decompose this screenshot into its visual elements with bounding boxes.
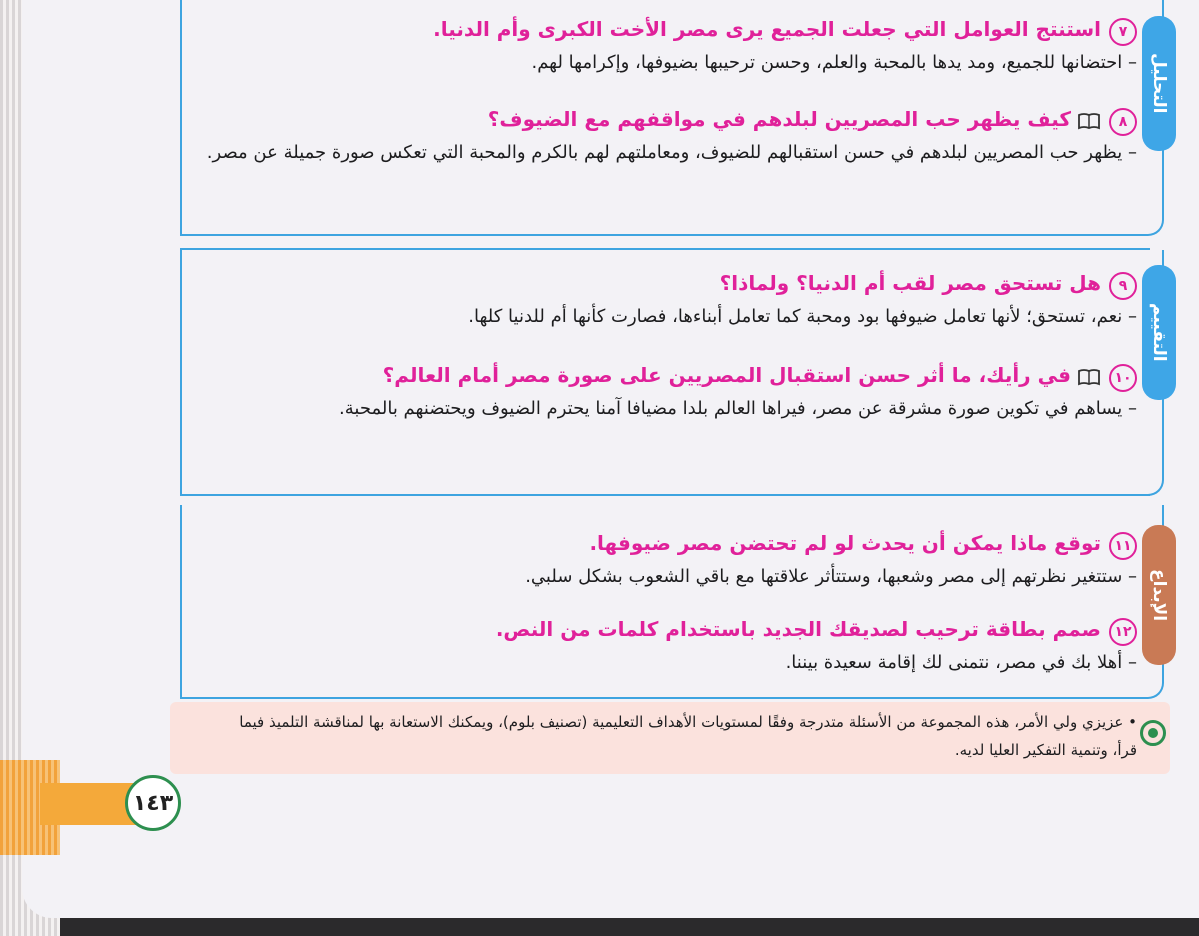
question-number: ٩ <box>1109 272 1137 300</box>
question-block <box>197 14 1137 80</box>
tab-creativity: الإبداع <box>1142 525 1176 665</box>
tab-analysis: التحليل <box>1142 16 1176 151</box>
question-text: ٨كيف يظهر حب المصريين لبلدهم في مواقفهم مع الضيوف؟ <box>197 104 1137 136</box>
question-number: ٨ <box>1109 108 1137 136</box>
question-text: ٩هل تستحق مصر لقب أم الدنيا؟ ولماذا؟ <box>197 268 1137 300</box>
answer-text: – احتضانها للجميع، ومد يدها بالمحبة والعلم، وحسن ترحيبها بضيوفها، وإكرامها لهم. <box>531 52 1137 73</box>
target-icon <box>1140 720 1166 746</box>
question-number: ٧ <box>1109 18 1137 46</box>
book-icon <box>1077 368 1101 386</box>
question-text: ١٠في رأيك، ما أثر حسن استقبال المصريين على صورة مصر أمام العالم؟ <box>197 360 1137 392</box>
section-divider <box>180 494 1150 496</box>
question-block <box>197 360 1137 426</box>
question-block <box>197 104 1137 170</box>
question-number: ١٢ <box>1109 618 1137 646</box>
question-block <box>197 528 1137 594</box>
question-text: ٧استنتج العوامل التي جعلت الجميع يرى مصر الأخت الكبرى وأم الدنيا. <box>197 14 1137 46</box>
book-icon <box>1077 112 1101 130</box>
question-number: ١٠ <box>1109 364 1137 392</box>
question-text: ١٢صمم بطاقة ترحيب لصديقك الجديد باستخدام كلمات من النص. <box>197 614 1137 646</box>
question-block <box>197 614 1137 680</box>
parent-note-text: • عزيزي ولي الأمر، هذه المجموعة من الأسئلة متدرجة وفقًا لمستويات الأهداف التعليمية (تصنيف بلوم)، ويمكنك الاستعانة بها لمناقشة التلميذ فيما قرأ، وتنمية التفكير العليا لديه. <box>239 713 1137 759</box>
page-number: ١٤٣ <box>125 775 181 831</box>
question-number: ١١ <box>1109 532 1137 560</box>
answer-text: – نعم، تستحق؛ لأنها تعامل ضيوفها بود ومحبة كما تعامل أبناءها، فصارت كأنها أم للدنيا كلها. <box>468 306 1137 327</box>
answer-text: – أهلا بك في مصر، نتمنى لك إقامة سعيدة بيننا. <box>785 652 1137 673</box>
answer-text: – ستتغير نظرتهم إلى مصر وشعبها، وستتأثر علاقتها مع باقي الشعوب بشكل سلبي. <box>525 566 1137 587</box>
answer-text: – يساهم في تكوين صورة مشرقة عن مصر، فيراها العالم بلدا مضيافا آمنا يحترم الضيوف ويحتضنهم بالمحبة. <box>339 398 1137 419</box>
question-block <box>197 268 1137 334</box>
question-text: ١١توقع ماذا يمكن أن يحدث لو لم تحتضن مصر ضيوفها. <box>197 528 1137 560</box>
answer-text: – يظهر حب المصريين لبلدهم في حسن استقبالهم للضيوف، ومعاملتهم لهم بالكرم والمحبة التي تعكس صورة جميلة عن مصر. <box>206 142 1137 163</box>
tab-evaluation: التقييم <box>1142 265 1176 400</box>
